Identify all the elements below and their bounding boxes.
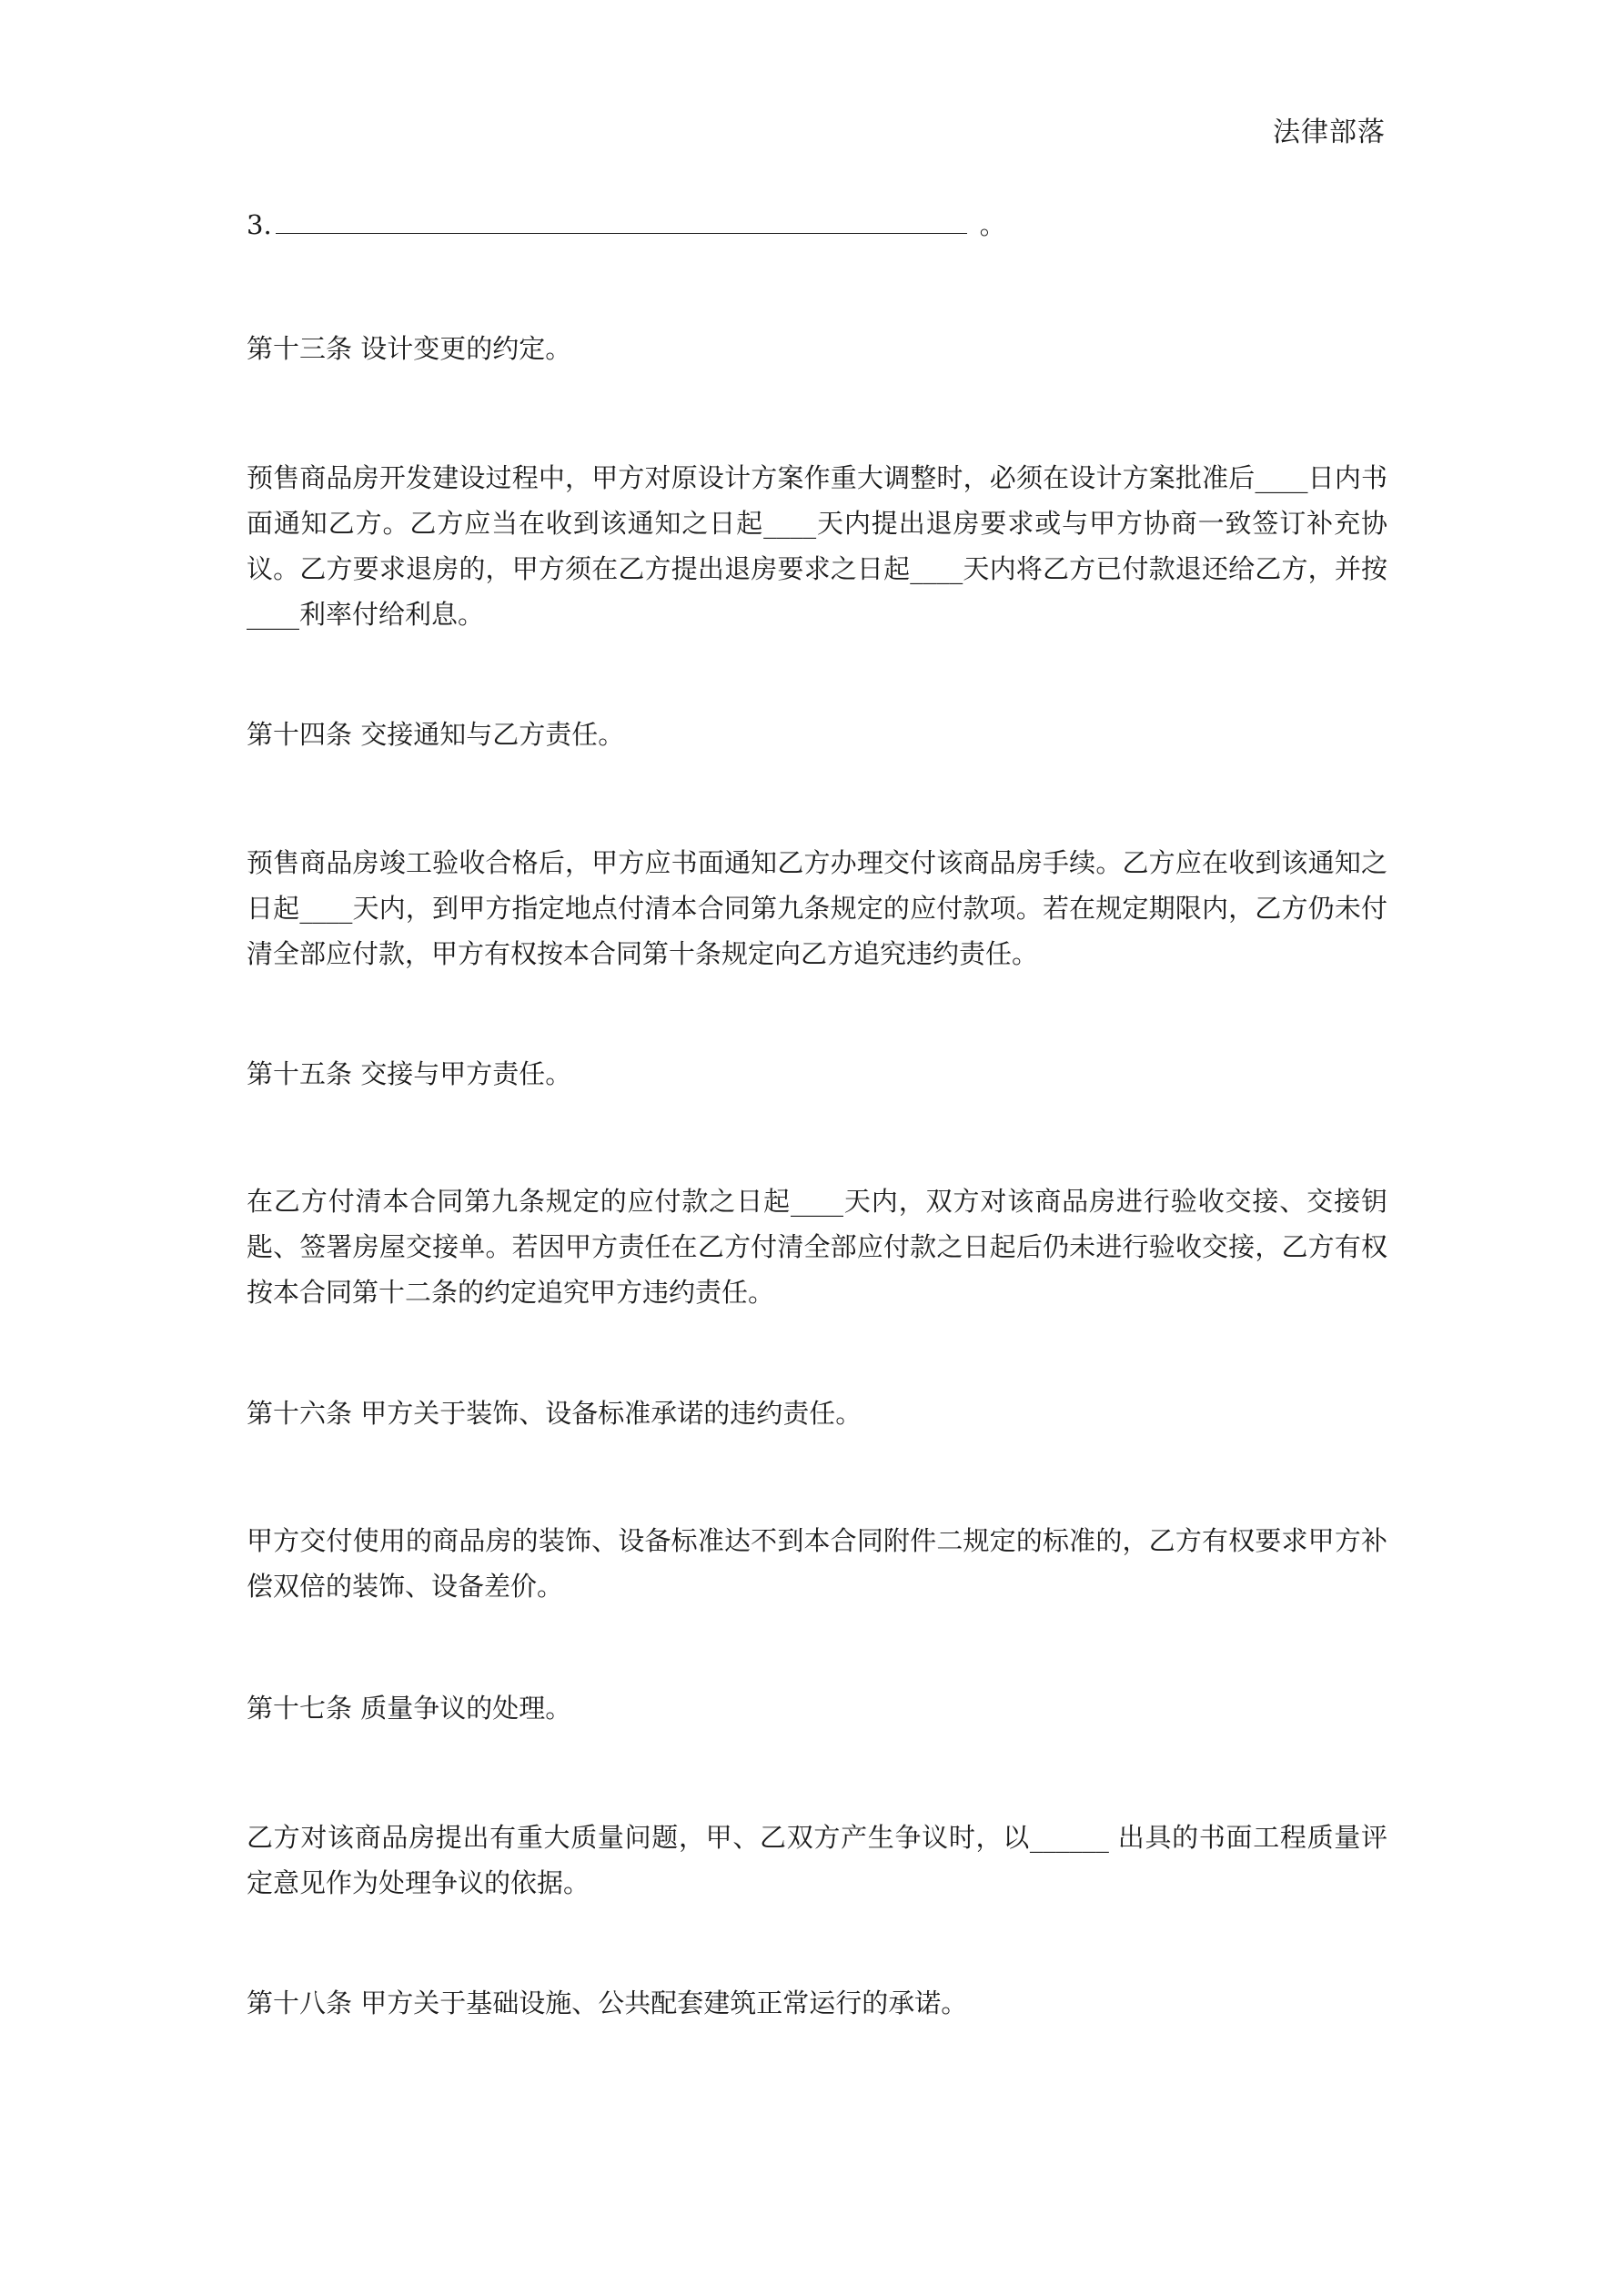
article-13-heading: 第十三条 设计变更的约定。 [247,333,572,364]
article-14-body: 预售商品房竣工验收合格后，甲方应书面通知乙方办理交付该商品房手续。乙方应在收到该通知之日起____天内，到甲方指定地点付清本合同第九条规定的应付款项。若在规定期限内，乙方仍未付清全部应付款，甲方有权按本合同第十条规定向乙方追究违约责任。 [247,847,1387,969]
fill-in-blank-line [276,200,967,234]
article-15-body: 在乙方付清本合同第九条规定的应付款之日起____天内，双方对该商品房进行验收交接、交接钥匙、签署房屋交接单。若因甲方责任在乙方付清全部应付款之日起后仍未进行验收交接，乙方有权按本合同第十二条的约定追究甲方违约责任。 [247,1186,1387,1308]
article-13-body: 预售商品房开发建设过程中，甲方对原设计方案作重大调整时，必须在设计方案批准后____日内书面通知乙方。乙方应当在收到该通知之日起____天内提出退房要求或与甲方协商一致签订补充协议。乙方要求退房的，甲方须在乙方提出退房要求之日起____天内将乙方已付款退还给乙方，并按____利率付给利息。 [247,462,1387,630]
article-16-heading: 第十六条 甲方关于装饰、设备标准承诺的违约责任。 [247,1398,862,1429]
article-14-heading: 第十四条 交接通知与乙方责任。 [247,719,625,750]
article-17-body: 乙方对该商品房提出有重大质量问题，甲、乙双方产生争议时，以______ 出具的书面工程质量评定意见作为处理争议的依据。 [247,1822,1387,1898]
article-18-heading: 第十八条 甲方关于基础设施、公共配套建筑正常运行的承诺。 [247,1988,968,2018]
list-item-3-prefix: 3. [247,209,272,240]
article-15-heading: 第十五条 交接与甲方责任。 [247,1058,572,1089]
list-item-3 [247,200,1006,248]
article-16-body: 甲方交付使用的商品房的装饰、设备标准达不到本合同附件二规定的标准的，乙方有权要求甲方补偿双倍的装饰、设备差价。 [247,1525,1387,1602]
article-17-heading: 第十七条 质量争议的处理。 [247,1693,572,1724]
page-header: 法律部落 [1273,116,1386,148]
list-item-3-suffix: 。 [979,209,1006,240]
